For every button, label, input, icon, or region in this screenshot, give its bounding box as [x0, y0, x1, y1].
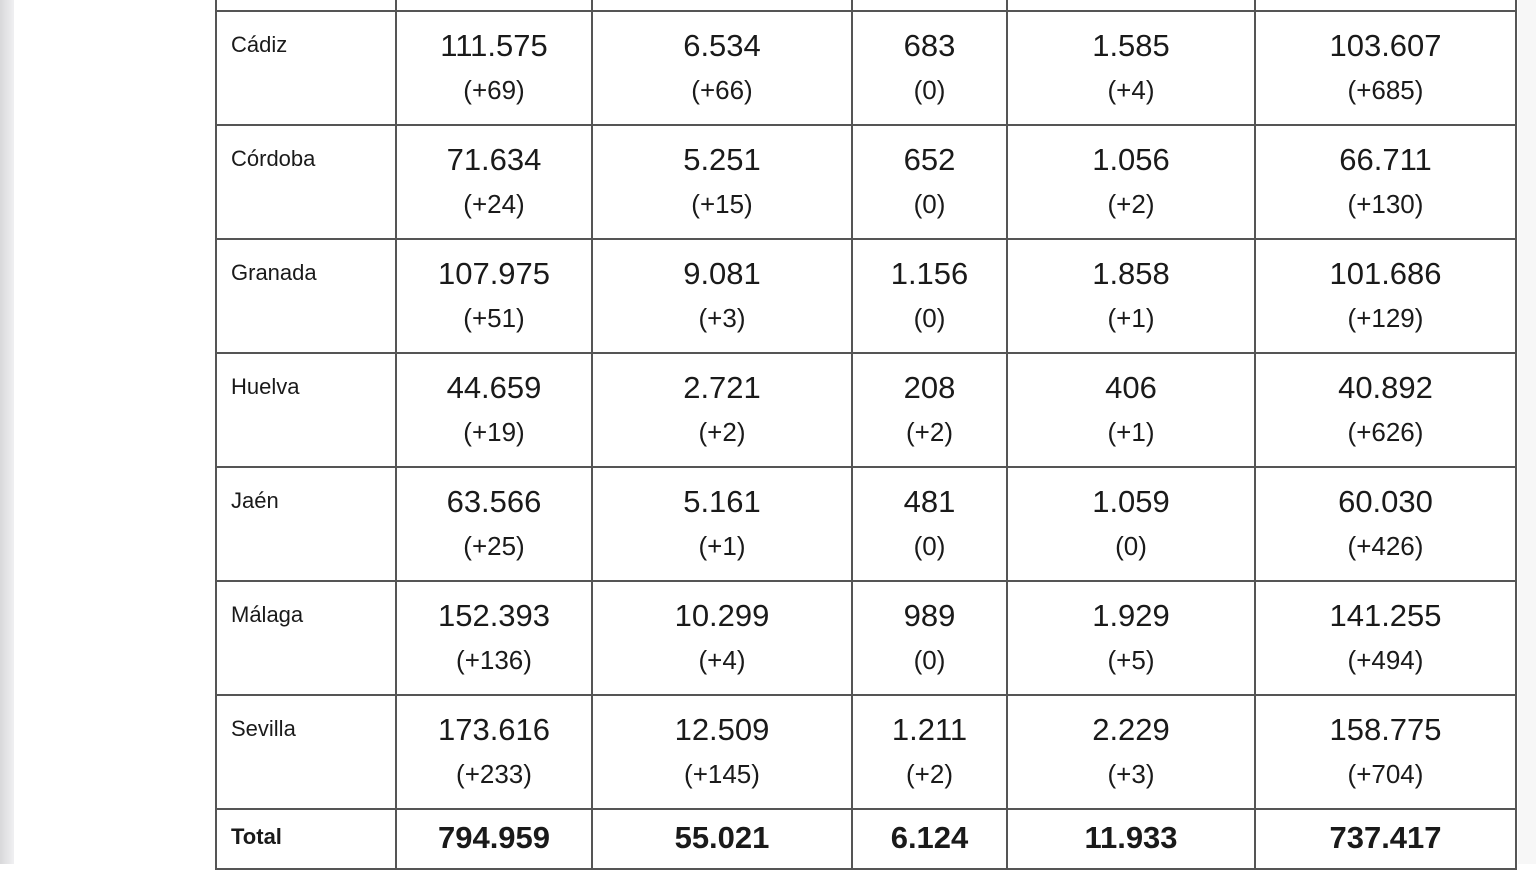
cell-value: 2.721 — [683, 370, 761, 405]
cell-value: 101.686 — [1329, 256, 1442, 291]
data-cell — [592, 581, 852, 695]
province-name: Cádiz — [231, 32, 288, 57]
cell-value: 10.299 — [674, 598, 770, 633]
cell-value: 1.211 — [891, 712, 968, 747]
header-cell — [592, 0, 852, 11]
cell-value: 1.059 — [1092, 484, 1170, 519]
province-cell — [216, 353, 396, 467]
cell-delta: (+704) — [1347, 759, 1424, 789]
province-cell — [216, 239, 396, 353]
cell-value: 652 — [903, 142, 956, 177]
cell-delta: (+3) — [1107, 759, 1155, 789]
table-row — [216, 695, 1516, 809]
province-name: Huelva — [231, 374, 300, 399]
cell-value: 1.585 — [1092, 28, 1170, 63]
data-cell — [1255, 239, 1516, 353]
cell-delta: (+426) — [1347, 531, 1424, 561]
page-left-edge — [0, 0, 14, 864]
total-value: 794.959 — [437, 820, 551, 855]
data-cell — [396, 467, 592, 581]
cell-delta: (+4) — [698, 645, 746, 675]
cell-delta: (+25) — [463, 531, 525, 561]
total-value: 11.933 — [1084, 820, 1178, 855]
header-cell — [216, 0, 396, 11]
province-cell — [216, 467, 396, 581]
cell-delta: (+2) — [906, 759, 953, 789]
cell-value: 208 — [903, 370, 956, 405]
data-cell — [396, 695, 592, 809]
table-row — [216, 353, 1516, 467]
data-cell — [852, 695, 1007, 809]
cell-value: 103.607 — [1329, 28, 1442, 63]
cell-value: 141.255 — [1329, 598, 1442, 633]
cell-delta: (+66) — [691, 75, 753, 105]
cell-delta: (0) — [913, 189, 946, 219]
data-cell — [396, 125, 592, 239]
cell-delta: (+626) — [1347, 417, 1424, 447]
data-cell — [592, 467, 852, 581]
cell-value: 158.775 — [1329, 712, 1442, 747]
data-cell — [1007, 695, 1255, 809]
cell-delta: (+5) — [1107, 645, 1155, 675]
data-cell — [396, 11, 592, 125]
data-cell — [1007, 467, 1255, 581]
data-cell — [1007, 581, 1255, 695]
document-page — [215, 0, 1517, 870]
total-value: 55.021 — [674, 820, 770, 855]
data-cell — [592, 239, 852, 353]
cell-delta: (+233) — [456, 759, 532, 789]
header-cell — [396, 0, 592, 11]
cell-delta: (+136) — [456, 645, 532, 675]
table-row — [216, 581, 1516, 695]
cell-value: 111.575 — [440, 28, 548, 63]
cell-value: 60.030 — [1338, 484, 1433, 519]
data-cell — [852, 125, 1007, 239]
data-cell — [1255, 125, 1516, 239]
province-name: Jaén — [231, 488, 279, 513]
header-cell — [852, 0, 1007, 11]
cell-delta: (+2) — [1107, 189, 1155, 219]
cell-delta: (0) — [913, 531, 946, 561]
data-cell — [852, 353, 1007, 467]
cell-delta: (+1) — [1107, 417, 1155, 447]
province-cell — [216, 581, 396, 695]
total-label: Total — [231, 824, 282, 849]
header-row-partial — [216, 0, 1516, 11]
page-right-edge — [1518, 0, 1536, 864]
cell-value: 683 — [903, 28, 956, 63]
cell-delta: (+494) — [1347, 645, 1424, 675]
cell-delta: (+3) — [698, 303, 746, 333]
total-label-cell — [216, 809, 396, 869]
data-cell — [1255, 353, 1516, 467]
total-cell — [1007, 809, 1255, 869]
data-cell — [592, 125, 852, 239]
data-cell — [1255, 467, 1516, 581]
cell-value: 5.161 — [683, 484, 761, 519]
data-cell — [852, 467, 1007, 581]
cell-delta: (+2) — [698, 417, 746, 447]
cell-value: 9.081 — [683, 256, 761, 291]
province-name: Málaga — [231, 602, 304, 627]
cell-delta: (+24) — [463, 189, 525, 219]
total-value: 737.417 — [1329, 820, 1442, 855]
data-cell — [1007, 353, 1255, 467]
cell-value: 1.156 — [890, 256, 969, 291]
cell-value: 107.975 — [437, 256, 551, 291]
cell-value: 1.858 — [1092, 256, 1170, 291]
province-name: Córdoba — [231, 146, 316, 171]
cell-value: 66.711 — [1339, 142, 1432, 177]
cell-value: 406 — [1105, 370, 1157, 405]
cell-delta: (0) — [913, 303, 946, 333]
cell-delta: (+15) — [691, 189, 753, 219]
cell-delta: (+145) — [684, 759, 760, 789]
data-cell — [852, 239, 1007, 353]
cell-value: 1.929 — [1092, 598, 1170, 633]
data-cell — [1007, 239, 1255, 353]
header-cell — [1255, 0, 1516, 11]
total-cell — [1255, 809, 1516, 869]
covid-data-table — [215, 0, 1517, 870]
total-row — [216, 809, 1516, 869]
data-cell — [592, 353, 852, 467]
total-cell — [396, 809, 592, 869]
data-cell — [396, 353, 592, 467]
table-row — [216, 11, 1516, 125]
data-cell — [1007, 125, 1255, 239]
cell-delta: (+1) — [1107, 303, 1155, 333]
province-name: Sevilla — [231, 716, 296, 741]
cell-delta: (+129) — [1347, 303, 1424, 333]
data-cell — [852, 581, 1007, 695]
cell-value: 2.229 — [1092, 712, 1170, 747]
province-cell — [216, 695, 396, 809]
data-cell — [1255, 11, 1516, 125]
table-row — [216, 239, 1516, 353]
data-cell — [396, 239, 592, 353]
table-body — [216, 0, 1516, 869]
cell-value: 6.534 — [683, 28, 761, 63]
cell-value: 152.393 — [437, 598, 551, 633]
total-value: 6.124 — [890, 820, 969, 855]
total-cell — [592, 809, 852, 869]
cell-delta: (+2) — [906, 417, 953, 447]
cell-value: 71.634 — [446, 142, 542, 177]
province-cell — [216, 125, 396, 239]
cell-delta: (+1) — [698, 531, 746, 561]
cell-delta: (+19) — [463, 417, 525, 447]
data-cell — [396, 581, 592, 695]
cell-delta: (+685) — [1347, 75, 1424, 105]
data-cell — [1255, 695, 1516, 809]
cell-delta: (0) — [1115, 531, 1147, 561]
cell-value: 5.251 — [683, 142, 761, 177]
header-cell — [1007, 0, 1255, 11]
data-cell — [852, 11, 1007, 125]
cell-value: 173.616 — [437, 712, 551, 747]
cell-value: 44.659 — [446, 370, 542, 405]
province-name: Granada — [231, 260, 317, 285]
cell-delta: (+130) — [1347, 189, 1424, 219]
cell-value: 1.056 — [1092, 142, 1170, 177]
data-cell — [592, 695, 852, 809]
cell-value: 40.892 — [1338, 370, 1433, 405]
table-row — [216, 125, 1516, 239]
cell-delta: (0) — [913, 645, 946, 675]
cell-value: 12.509 — [674, 712, 770, 747]
data-cell — [592, 11, 852, 125]
table-row — [216, 467, 1516, 581]
total-cell — [852, 809, 1007, 869]
cell-delta: (+51) — [463, 303, 525, 333]
cell-value: 63.566 — [446, 484, 542, 519]
cell-delta: (0) — [913, 75, 946, 105]
data-cell — [1255, 581, 1516, 695]
data-cell — [1007, 11, 1255, 125]
cell-delta: (+69) — [463, 75, 525, 105]
cell-delta: (+4) — [1107, 75, 1155, 105]
cell-value: 481 — [903, 484, 956, 519]
province-cell — [216, 11, 396, 125]
cell-value: 989 — [903, 598, 956, 633]
